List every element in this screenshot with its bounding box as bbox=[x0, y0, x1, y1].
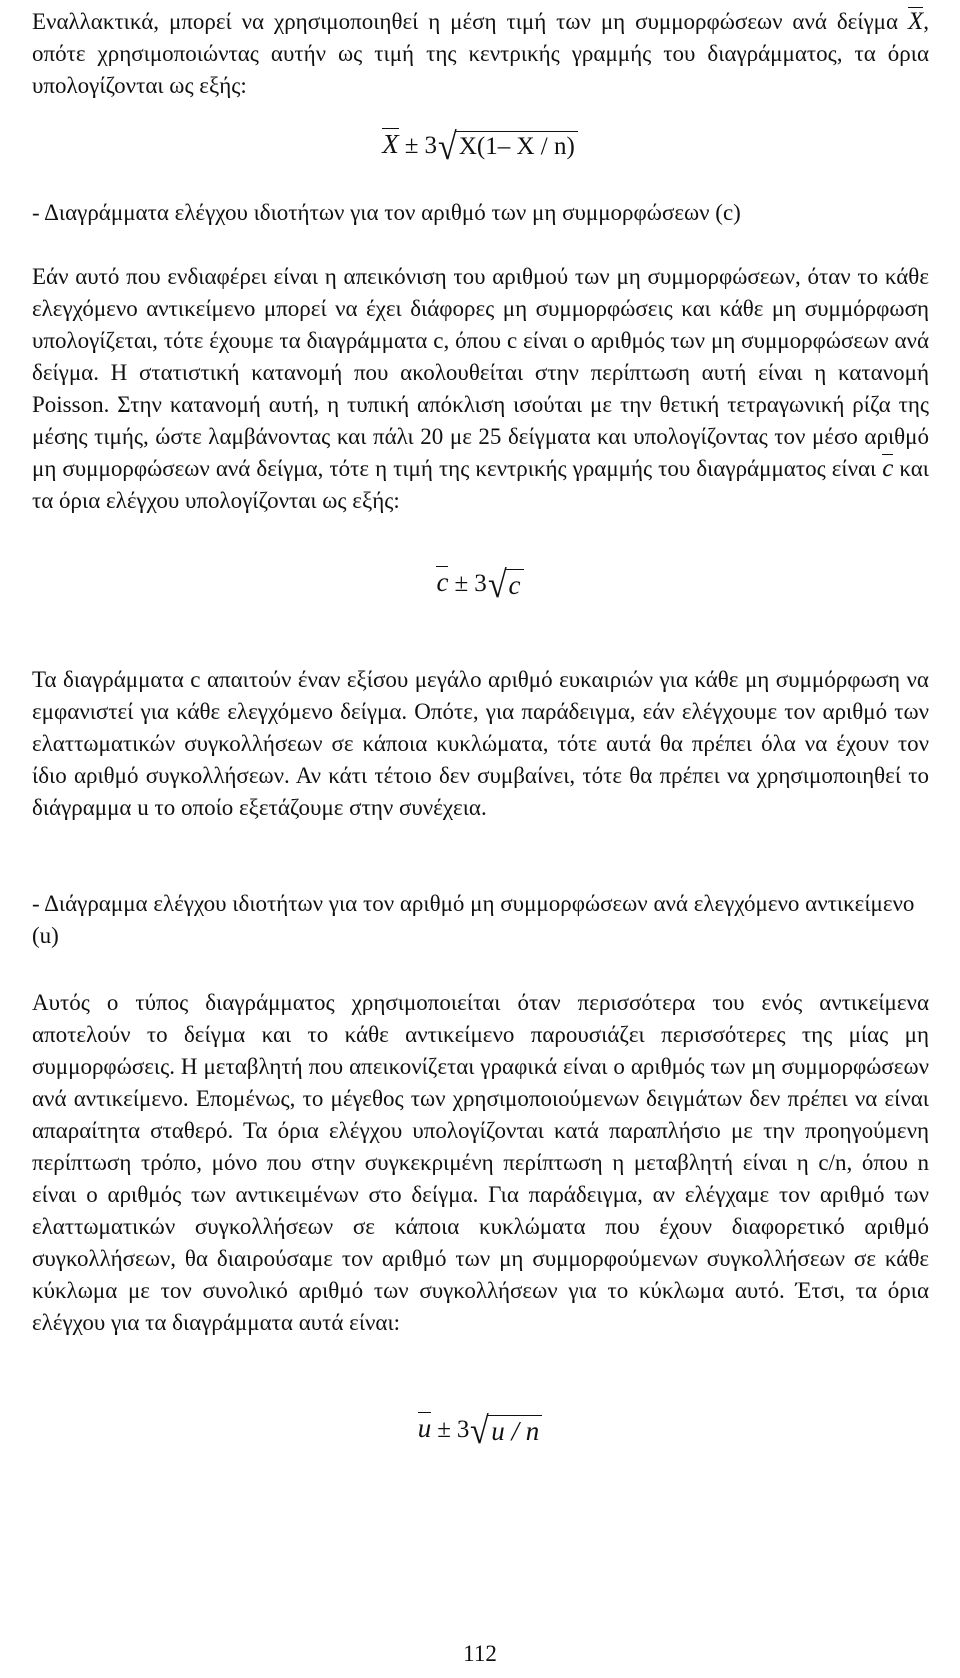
section-heading-u-charts: - Διάγραμμα ελέγχου ιδιοτήτων για τον αριθμό μη συμμορφώσεων ανά ελεγχόμενο αντικείμενο (u) bbox=[32, 891, 915, 948]
formula-coefficient: 3 bbox=[456, 1416, 470, 1443]
radical-sign-icon: √ bbox=[470, 1410, 490, 1453]
formula-variable: X bbox=[382, 129, 399, 159]
formula-variable: c bbox=[436, 567, 449, 597]
radicand: c bbox=[506, 569, 524, 600]
paragraph-c-charts-last-end: και τα όρια ελέγχου υπολογίζονται ως εξής: bbox=[32, 456, 930, 513]
plus-minus-sign: ± bbox=[454, 570, 469, 597]
formula-np-limits bbox=[0, 126, 960, 169]
formula-coefficient: 3 bbox=[474, 570, 487, 597]
mean-nonconformities-symbol bbox=[908, 6, 923, 38]
plus-minus-sign: ± bbox=[404, 132, 419, 159]
page-number: 112 bbox=[463, 1641, 497, 1666]
c-bar-symbol: c bbox=[882, 455, 894, 482]
x-bar-symbol: X bbox=[907, 8, 924, 35]
radicand: u / n bbox=[488, 1415, 542, 1446]
paragraph-c-charts-text: Εάν αυτό που ενδιαφέρει είναι η απεικόνιση του αριθμού των μη συμμορφώσεων, όταν το κάθε ελεγχόμενο αντικείμενο μπορεί να έχει διάφορες μη συμμορφώσεις και κάθε μη συμμόρφωση υπολογίζεται, τότε έχουμε τα διαγράμματα c, όπου c είναι ο αριθμός των μη συμμορφώσεων ανά δείγμα. Η στατιστική κατανομή που ακολουθείται στην περίπτωση αυτή είναι η κατανομή Poisson. Στην κατανομή αυτή, η τυπική απόκλιση ισούται με την θετική τετραγωνική ρίζα της μέσης τιμής, ώστε λαμβάνοντας και πάλι 20 με 25 δείγματα και υπολογίζοντας τον μέσο αριθμό μη συμμορφώσεων ανά δείγμα, τότε η τιμή της κεντρικής γραμμής του διαγράμματος bbox=[32, 264, 929, 481]
radicand: X(1– X / n) bbox=[456, 131, 578, 162]
formula-u-limits bbox=[0, 1410, 960, 1453]
paragraph-c-requirements: Τα διαγράμματα c απαιτούν έναν εξίσου μεγάλο αριθμό ευκαιριών για κάθε μη συμμόρφωση να εμφανιστεί για κάθε ελεγχόμενο δείγμα. Οπότε, για παράδειγμα, εάν ελέγχουμε τον αριθμό των ελαττωματικών συγκολλήσεων σε κάποια κυκλώματα, τότε αυτά θα πρέπει όλα να έχουν τον ίδιο αριθμό συγκολλήσεων. Αν κάτι τέτοιο δεν συμβαίνει, τότε θα πρέπει να χρησιμοποιηθεί το διάγραμμα u το οποίο εξετάζουμε στην συνέχεια. bbox=[32, 667, 929, 820]
paragraph-intro-text-end: , οπότε χρησιμοποιώντας αυτήν ως τιμή της κεντρικής γραμμής του διαγράμματος, τα όρια υπολογίζονται ως εξής: bbox=[32, 9, 929, 98]
mean-c-symbol bbox=[882, 453, 893, 485]
section-heading-c-charts: - Διαγράμματα ελέγχου ιδιοτήτων για τον αριθμό των μη συμμορφώσεων (c) bbox=[32, 200, 741, 225]
paragraph-c-charts bbox=[32, 261, 929, 517]
formula-c-limits bbox=[0, 564, 960, 607]
radical-sign-icon: √ bbox=[487, 564, 507, 607]
paragraph-u-charts: Αυτός ο τύπος διαγράμματος χρησιμοποιείται όταν περισσότερα του ενός αντικείμενα αποτελούν το δείγμα και το κάθε αντικείμενο παρουσιάζει περισσότερες της μίας μη συμμορφώσεις. Η μεταβλητή που απεικονίζεται γραφικά είναι ο αριθμός των μη συμμορφώσεων ανά αντικείμενο. Επομένως, το μέγεθος των χρησιμοποιούμενων δειγμάτων δεν πρέπει να είναι απαραίτητα σταθερό. Τα όρια ελέγχου υπολογίζονται κατά παραπλήσιο με την προηγούμενη περίπτωση τρόπο, μόνο που στην συγκεκριμένη περίπτωση η μεταβλητή είναι η c/n, όπου n είναι ο αριθμός των αντικειμένων στο δείγμα. Για παράδειγμα, αν ελέγχαμε τον αριθμό των ελαττωματικών συγκολλήσεων σε κάποια κυκλώματα που έχουν διαφορετικό αριθμό συγκολλήσεων, θα διαιρούσαμε τον αριθμό των μη συμμορφούμενων συγκολλήσεων σε κάθε κύκλωμα με τον συνολικό αριθμό των συγκολλήσεων για το κύκλωμα αυτό. Έτσι, τα όρια ελέγχου για τα διαγράμματα αυτά είναι: bbox=[32, 990, 929, 1335]
plus-minus-sign: ± bbox=[437, 1416, 451, 1443]
paragraph-intro-text-start: Εναλλακτικά, μπορεί να χρησιμοποιηθεί η μέση τιμή των μη συμμορφώσεων ανά δείγμα bbox=[32, 9, 908, 34]
paragraph-c-charts-last-start: είναι bbox=[831, 456, 883, 481]
radical-sign-icon: √ bbox=[437, 126, 457, 169]
paragraph-intro bbox=[32, 6, 929, 102]
square-root bbox=[469, 1410, 542, 1453]
square-root bbox=[487, 564, 524, 607]
formula-coefficient: 3 bbox=[424, 132, 437, 159]
formula-variable: u bbox=[417, 1413, 432, 1443]
square-root bbox=[437, 126, 578, 169]
